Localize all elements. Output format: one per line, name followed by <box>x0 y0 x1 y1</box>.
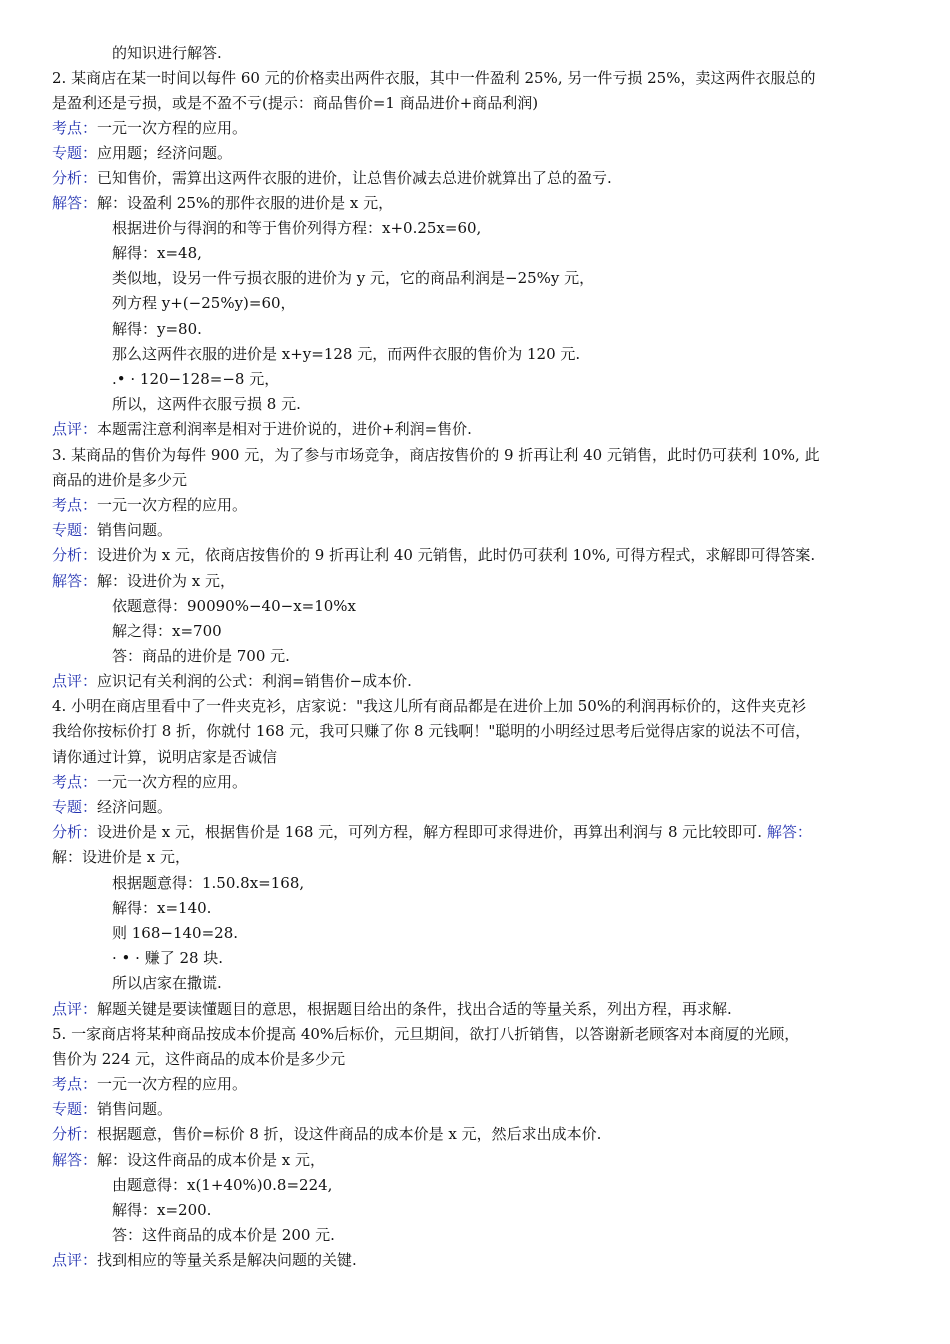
zhuanti-text: 应用题；经济问题。 <box>97 144 233 162</box>
q2-step-8: 所以，这两件衣服亏损 8 元. <box>112 395 301 413</box>
kaodian-label: 考点： <box>52 1075 98 1093</box>
q4-fenxi <box>52 820 902 845</box>
fenxi-text: 已知售价，需算出这两件衣服的进价，让总售价减去总进价就算出了总的盈亏. <box>97 169 612 187</box>
q5-dianping <box>52 1248 902 1273</box>
q2-stem-line-2: 是盈利还是亏损，或是不盈不亏(提示：商品售价=1 商品进价+商品利润) <box>52 94 539 112</box>
kaodian-text: 一元一次方程的应用。 <box>97 119 248 137</box>
q3-step-2: 解之得：x=700 <box>112 622 222 640</box>
q2-dianping <box>52 417 902 442</box>
q2-step-1: 根据进价与得润的和等于售价列得方程：x+0.25x=60, <box>112 219 482 237</box>
q5-jieda <box>52 1148 902 1173</box>
fenxi-label: 分析： <box>52 823 98 841</box>
jieda-label: 解答： <box>52 572 98 590</box>
q2-step-7: .• · 120−128=−8 元， <box>112 370 280 388</box>
q2-fenxi <box>52 166 902 191</box>
kaodian-label: 考点： <box>52 773 98 791</box>
q3-step-3: 答：商品的进价是 700 元. <box>112 647 290 665</box>
q4-zhuanti <box>52 795 902 820</box>
q4-step-2: 解得：x=140. <box>112 899 212 917</box>
zhuanti-text: 经济问题。 <box>97 798 173 816</box>
q2-kaodian <box>52 116 902 141</box>
q3-step-1: 依题意得：90090%−40−x=10%x <box>112 597 357 615</box>
zhuanti-label: 专题： <box>52 1100 98 1118</box>
zhuanti-label: 专题： <box>52 521 98 539</box>
q5-step-2: 解得：x=200. <box>112 1201 212 1219</box>
q5-step-1: 由题意得：x(1+40%)0.8=224, <box>112 1176 333 1194</box>
fenxi-label: 分析： <box>52 1125 98 1143</box>
zhuanti-text: 销售问题。 <box>97 521 173 539</box>
fenxi-label: 分析： <box>52 169 98 187</box>
jieda-text: 解：设盈利 25%的那件衣服的进价是 x 元， <box>97 194 394 212</box>
kaodian-text: 一元一次方程的应用。 <box>97 496 248 514</box>
kaodian-label: 考点： <box>52 119 98 137</box>
q4-step-5: 所以店家在撒谎. <box>112 974 222 992</box>
q5-stem-line-1: 5. 一家商店将某种商品按成本价提高 40%后标价，元旦期间，欲打八折销售，以答谢新老顾客对本商厦的光顾， <box>52 1025 800 1043</box>
q3-stem-line-2: 商品的进价是多少元 <box>52 471 188 489</box>
q5-step-3: 答：这件商品的成本价是 200 元. <box>112 1226 335 1244</box>
q2-stem-line-1: 2. 某商店在某一时间以每件 60 元的价格卖出两件衣服，其中一件盈利 25%, 另一件亏损 25%，卖这两件衣服总的 <box>52 69 816 87</box>
q3-kaodian <box>52 493 902 518</box>
dianping-text: 找到相应的等量关系是解决问题的关键. <box>97 1251 357 1269</box>
kaodian-label: 考点： <box>52 496 98 514</box>
dianping-text: 应识记有关利润的公式：利润=销售价−成本价. <box>97 672 412 690</box>
q3-zhuanti <box>52 518 902 543</box>
q2-step-3: 类似地，设另一件亏损衣服的进价为 y 元，它的商品利润是−25%y 元， <box>112 269 595 287</box>
dianping-text: 本题需注意利润率是相对于进价说的，进价+利润=售价. <box>97 420 472 438</box>
q2-jieda <box>52 191 902 216</box>
q2-step-2: 解得：x=48, <box>112 244 202 262</box>
q3-fenxi <box>52 543 902 568</box>
q5-fenxi <box>52 1122 902 1147</box>
jieda-label: 解答： <box>52 1151 98 1169</box>
fenxi-text: 设进价是 x 元，根据售价是 168 元，可列方程，解方程即可求得进价，再算出利润与 8 元比较即可. <box>97 823 767 841</box>
fenxi-text: 根据题意，售价=标价 8 折，设这件商品的成本价是 x 元，然后求出成本价. <box>97 1125 602 1143</box>
q4-jieda: 解：设进价是 x 元， <box>52 848 190 866</box>
kaodian-text: 一元一次方程的应用。 <box>97 773 248 791</box>
fenxi-label: 分析： <box>52 546 98 564</box>
q4-stem-line-2: 我给你按标价打 8 折，你就付 168 元，我可只赚了你 8 元钱啊！"聪明的小明经过思考后觉得店家的说法不可信， <box>52 722 811 740</box>
q3-dianping <box>52 669 902 694</box>
dianping-label: 点评： <box>52 672 98 690</box>
q4-step-1: 根据题意得：1.50.8x=168, <box>112 874 305 892</box>
q3-stem-line-1: 3. 某商品的售价为每件 900 元，为了参与市场竞争，商店按售价的 9 折再让利 40 元销售，此时仍可获利 10%, 此 <box>52 446 820 464</box>
zhuanti-text: 销售问题。 <box>97 1100 173 1118</box>
q3-jieda <box>52 569 902 594</box>
q5-stem-line-2: 售价为 224 元，这件商品的成本价是多少元 <box>52 1050 346 1068</box>
q2-step-6: 那么这两件衣服的进价是 x+y=128 元，而两件衣服的售价为 120 元. <box>112 345 581 363</box>
q4-kaodian <box>52 770 902 795</box>
fenxi-text: 设进价为 x 元，依商店按售价的 9 折再让利 40 元销售，此时仍可获利 10%, 可得方程式，求解即可得答案. <box>97 546 816 564</box>
kaodian-text: 一元一次方程的应用。 <box>97 1075 248 1093</box>
q5-zhuanti <box>52 1097 902 1122</box>
dianping-label: 点评： <box>52 420 98 438</box>
zhuanti-label: 专题： <box>52 144 98 162</box>
zhuanti-label: 专题： <box>52 798 98 816</box>
jieda-text: 解：设进价为 x 元， <box>97 572 236 590</box>
jieda-text: 解：设这件商品的成本价是 x 元， <box>97 1151 326 1169</box>
q2-step-4: 列方程 y+(−25%y)=60， <box>112 294 296 312</box>
jieda-label: 解答： <box>52 194 98 212</box>
q4-stem-line-3: 请你通过计算，说明店家是否诚信 <box>52 748 278 766</box>
q4-step-4: · • · 赚了 28 块. <box>112 949 224 967</box>
dianping-label: 点评： <box>52 1000 98 1018</box>
q2-step-5: 解得：y=80. <box>112 320 202 338</box>
dianping-text: 解题关键是要读懂题目的意思，根据题目给出的条件，找出合适的等量关系，列出方程，再求解. <box>97 1000 732 1018</box>
q4-step-3: 则 168−140=28. <box>112 924 239 942</box>
jieda-label: 解答： <box>766 823 812 841</box>
intro-line: 的知识进行解答. <box>112 44 222 62</box>
q4-dianping <box>52 997 902 1022</box>
q5-kaodian <box>52 1072 902 1097</box>
q2-zhuanti <box>52 141 902 166</box>
dianping-label: 点评： <box>52 1251 98 1269</box>
q4-stem-line-1: 4. 小明在商店里看中了一件夹克衫，店家说："我这儿所有商品都是在进价上加 50%的利润再标价的，这件夹克衫 <box>52 697 807 715</box>
